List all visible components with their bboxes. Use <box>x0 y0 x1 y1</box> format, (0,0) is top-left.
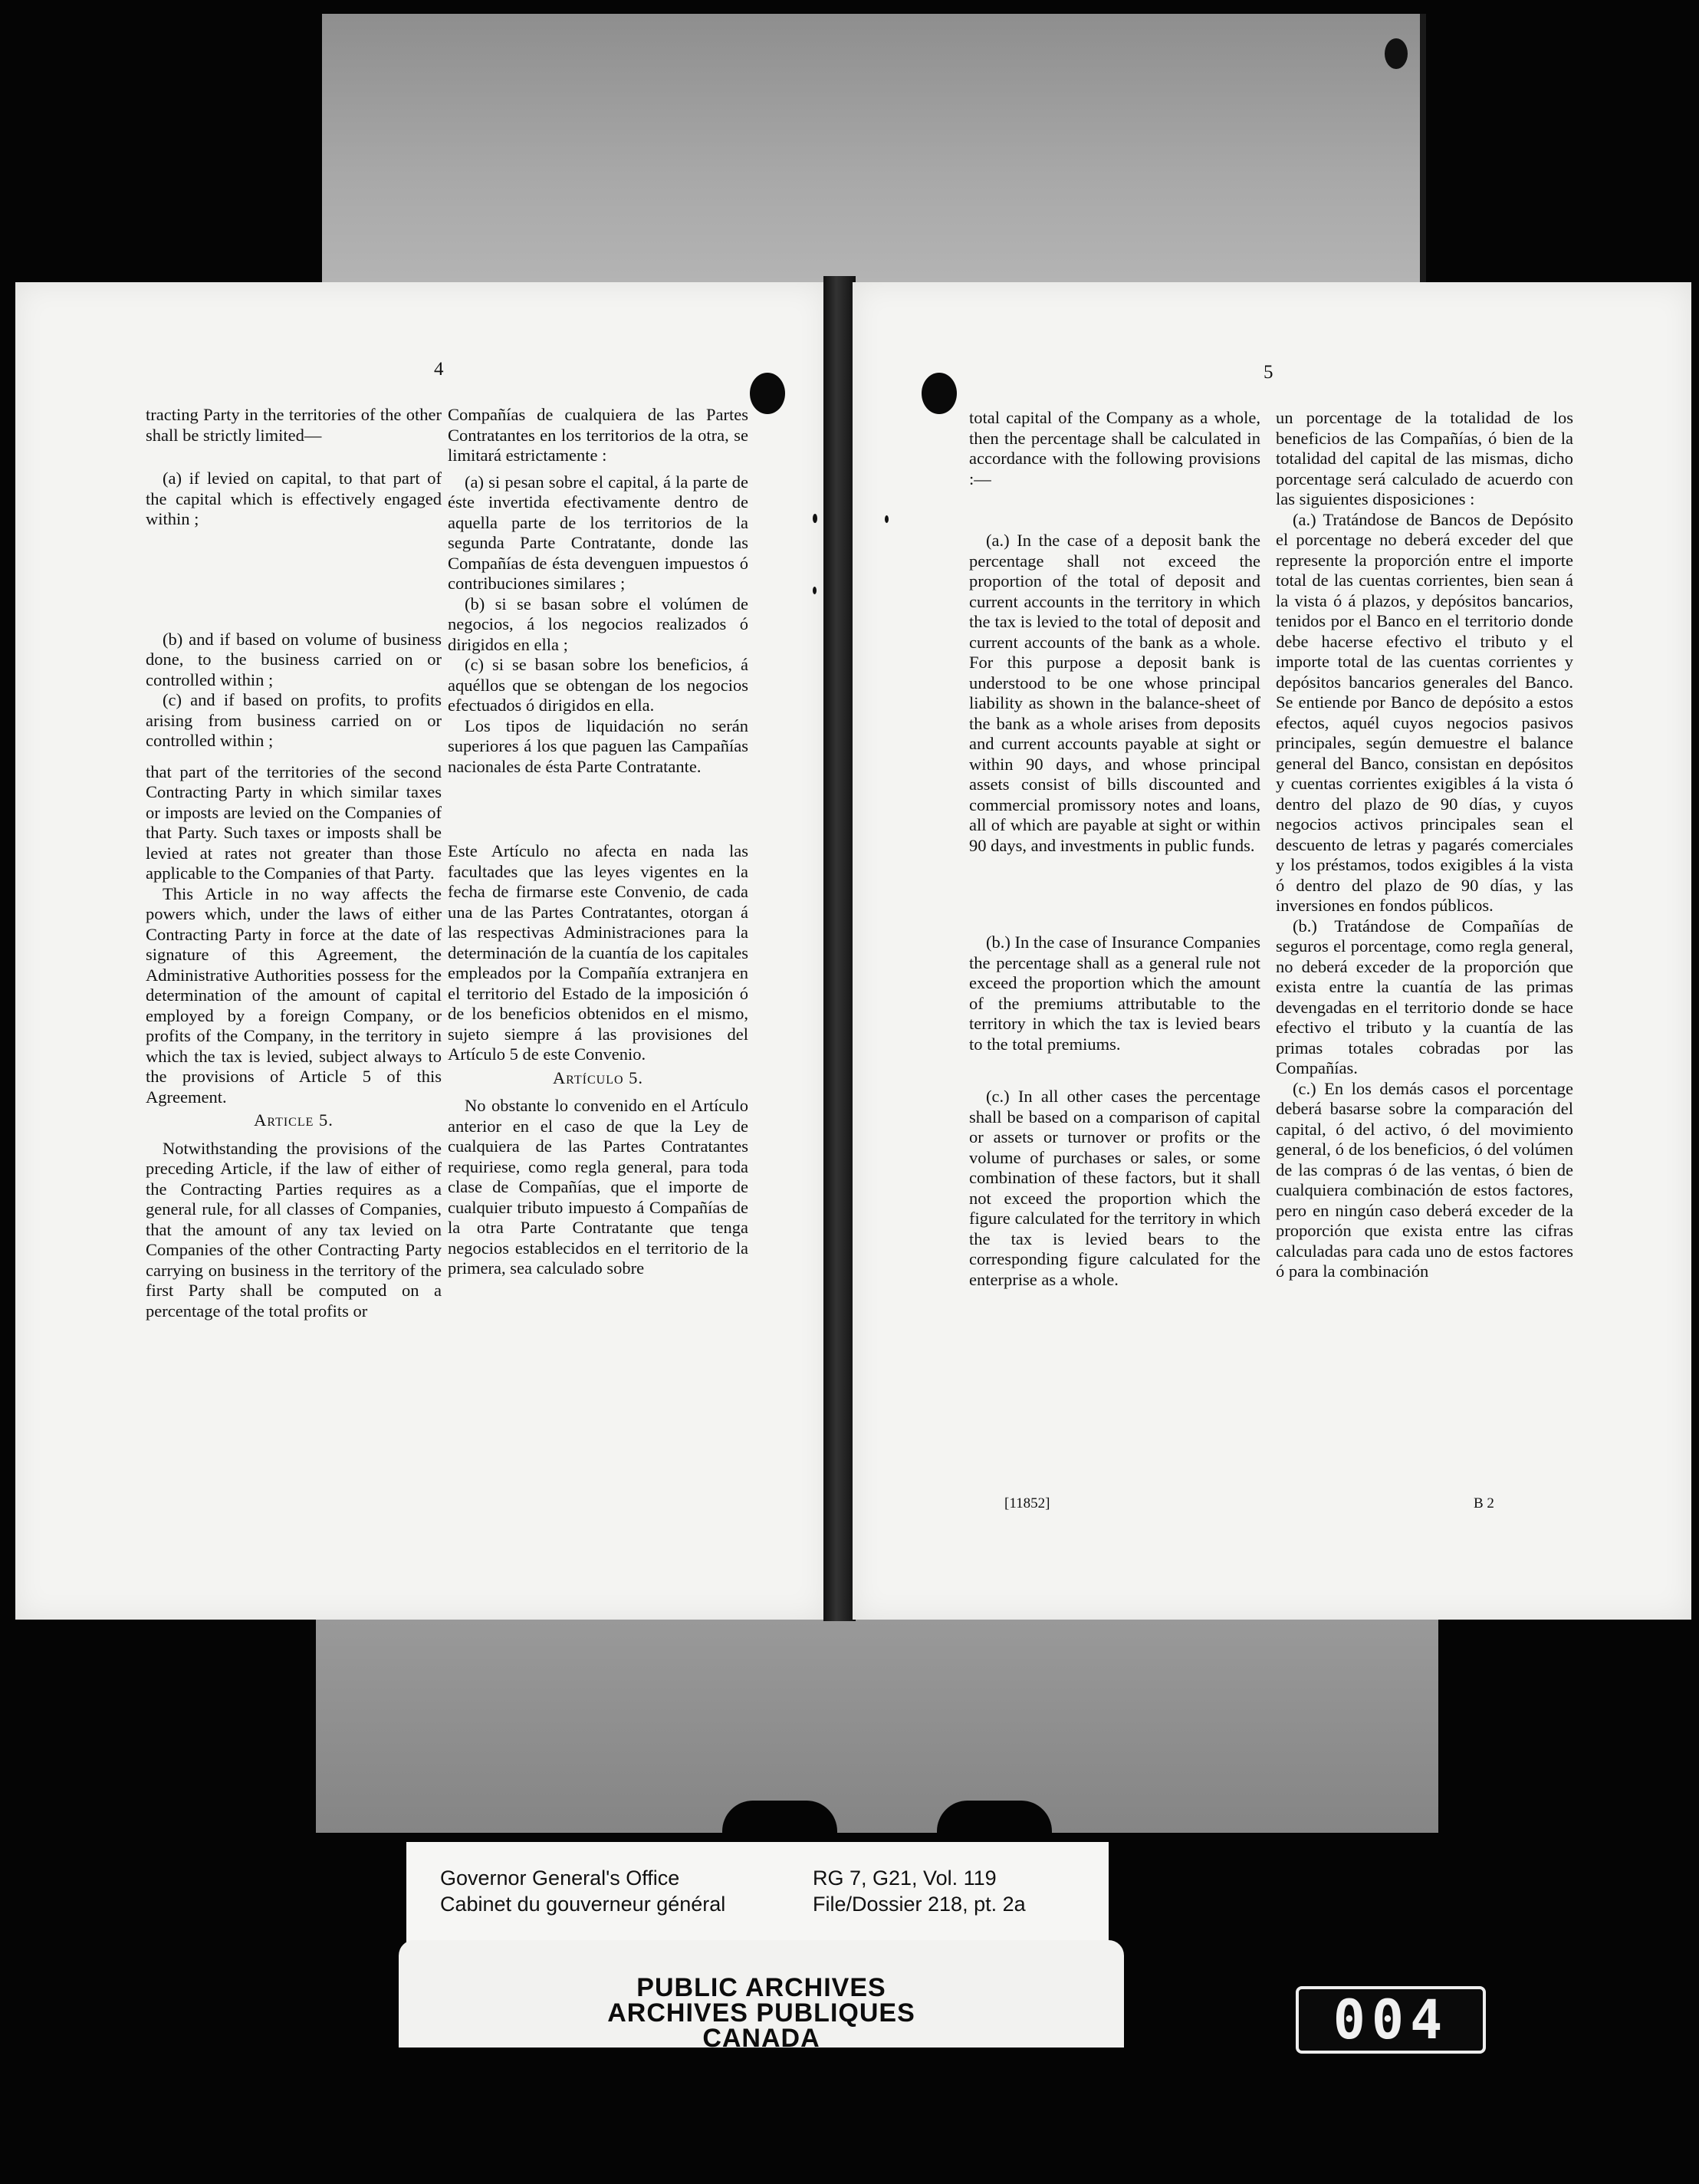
dust-speck <box>1385 38 1408 69</box>
punch-hole <box>922 373 957 414</box>
punch-hole <box>750 373 785 414</box>
dust-speck <box>813 587 817 594</box>
paragraph: (a.) In the case of a deposit bank the percentage shall not exceed the proportion of the total of deposit and current accounts in the territory in which the tax is levied to the total of deposit and current accounts of the bank as a whole. For this purpose a deposit bank is understood to be one whose principal liability as shown in the balance-sheet of the bank as a whole arises from deposits and current accounts payable at sight or within 90 days, and whose principal assets consist of bills discounted and commercial promissory notes and loans, all of which are payable at sight or within 90 days, and investments in public funds. <box>969 531 1260 855</box>
paragraph: that part of the territories of the second Contracting Party in which similar taxes or imposts are levied on the Companies of that Party. Such taxes or imposts shall be levied at rates not greater than those applicable to the Companies of that Party. <box>146 761 442 883</box>
paragraph: tracting Party in the territories of the other shall be strictly limited— <box>146 405 442 445</box>
article-heading: Artículo 5. <box>552 1067 644 1087</box>
left-page-english-column <box>146 405 442 1321</box>
binding-gutter <box>823 276 856 1621</box>
stamp-line: ARCHIVES PUBLIQUES <box>607 1998 915 2028</box>
paragraph: (b.) In the case of Insurance Companies the percentage shall as a general rule not exceed the proportion which the amount of the premiums attributable to the territory in which the tax is levied bears to the total premiums. <box>969 932 1260 1054</box>
paragraph: (b) and if based on volume of business done, to the business carried on or controlled within ; <box>146 629 442 689</box>
sheet-notch <box>937 1801 1052 1833</box>
paragraph: (c) si se basan sobre los beneficios, á aquéllos que se obtengan de los negocios efectuados ó dirigidos en ella. <box>448 655 748 715</box>
right-page-english-column <box>969 408 1260 1290</box>
left-page <box>15 282 826 1620</box>
paragraph: (a) si pesan sobre el capital, á la parte de éste invertida efectivamente dentro de aquella parte de los territorios de la segunda Parte Contratante, donde las Compañías de ésta devenguen impuestos ó contribuciones similares ; <box>448 472 748 593</box>
background-sheet-bottom <box>316 1610 1438 1833</box>
office-french: Cabinet du gouverneur général <box>440 1893 726 1916</box>
file-reference: File/Dossier 218, pt. 2a <box>813 1893 1026 1916</box>
dust-speck <box>813 514 817 523</box>
paragraph: Este Artículo no afecta en nada las facultades que las leyes vigentes en la fecha de firmarse este Convenio, de cada una de las Partes Contratantes, otorgan á las respectivas Administraciones para la determinación de la cuantía de los capitales empleados por la Compañía extranjera en el territorio del Estado de la imposición ó de los beneficios obtenidos en el mismo, sujeto siempre á las provisiones del Artículo 5 de este Convenio. <box>448 841 748 1064</box>
right-page <box>853 282 1691 1620</box>
article-heading: Article 5. <box>254 1110 334 1130</box>
paragraph: Los tipos de liquidación no serán superiores á los que paguen las Campañías nacionales de ésta Parte Contratante. <box>448 715 748 776</box>
archives-stamp <box>399 1940 1124 2053</box>
frame-counter: 004 <box>1296 1986 1486 2054</box>
page-number: 4 <box>434 359 444 380</box>
paragraph: Notwithstanding the provisions of the preceding Article, if the law of either of the Contracting Parties requires as a general rule, for all classes of Companies, that the amount of any tax levied on Companies of the other Contracting Party carrying on business in the territory of the first Party shall be computed on a percentage of the total profits or <box>146 1138 442 1321</box>
page-number: 5 <box>1264 362 1273 383</box>
paragraph: This Article in no way affects the powers which, under the laws of either Contracting Party in force at the date of signature of this Agreement, the Administrative Authorities possess for the determination of the amount of capital employed by a foreign Company, or profits of the Company, in the territory in which the tax is levied, subject always to the provisions of Article 5 of this Agreement. <box>146 883 442 1107</box>
paragraph: (a.) Tratándose de Bancos de Depósito el porcentage no deberá exceder del que represente la proporción entre el importe total de las cuentas corrientes, bien sean á la vista ó á plazos, y depósitos bancarios, tenidos por el Banco en el territorio donde debe hacerse efectivo el tributo y el importe total de las cuentas corrientes y depósitos bancarios generales del Banco. Se entiende por Banco de depósito a estos efectos, aquél cuyos negocios pasivos principales, según demuestre el balance general del Banco, consistan en depósitos y cuentas corrientes exigibles á la vista ó dentro del plazo de 90 días, y cuyos negocios activos principales sean el descuento de letras y pagarés comerciales y los préstamos, todos exigibles á la vista ó dentro del plazo de 90 días, y las inversiones en fondos públicos. <box>1276 509 1573 915</box>
paragraph: Compañías de cualquiera de las Partes Contratantes en los territorios de la otra, se limitará estrictamente : <box>448 405 748 465</box>
right-page-spanish-column <box>1276 408 1573 1282</box>
dust-speck <box>885 515 889 523</box>
office-english: Governor General's Office <box>440 1867 680 1890</box>
archive-reference-card <box>406 1842 1109 1943</box>
left-page-spanish-column <box>448 405 748 1279</box>
record-group-reference: RG 7, G21, Vol. 119 <box>813 1867 997 1890</box>
paragraph: (c.) In all other cases the percentage shall be based on a comparison of capital or assets or turnover or profits or the volume of purchases or sales, or some combination of these factors, but it shall not exceed the proportion which the figure calculated for the territory in which the tax is levied bears to the corresponding figure calculated for the enterprise as a whole. <box>969 1087 1260 1289</box>
print-code: [11852] <box>1004 1495 1050 1511</box>
stamp-line: CANADA <box>702 2024 820 2053</box>
signature-mark: B 2 <box>1474 1495 1494 1511</box>
paragraph: (c) and if based on profits, to profits arising from business carried on or controlled within ; <box>146 690 442 750</box>
paragraph: un porcentage de la totalidad de los beneficios de las Compañías, ó bien de la totalidad del capital de las mismas, dicho porcentage será calculado de acuerdo con las siguientes disposiciones : <box>1276 408 1573 508</box>
background-sheet-top <box>322 14 1426 284</box>
paragraph: (a) if levied on capital, to that part of the capital which is effectively engaged within ; <box>146 469 442 528</box>
stamp-line: PUBLIC ARCHIVES <box>636 1973 886 2002</box>
sheet-notch <box>722 1801 837 1833</box>
paragraph: (c.) En los demás casos el porcentage deberá basarse sobre la comparación del capital, ó del activo, ó del movimiento general, ó de los beneficios, ó del volúmen de las compras ó de las ventas, ó bien de cualquiera combinación de estos factores, pero en ningún caso deberá exceder de la proporción que exista entre las cifras calculadas para cada uno de estos factores ó para la combinación <box>1276 1078 1573 1281</box>
paragraph: total capital of the Company as a whole, then the percentage shall be calculated in accordance with the following provisions :— <box>969 408 1260 488</box>
paragraph: (b.) Tratándose de Compañías de seguros el porcentage, como regla general, no deberá exceder de la proporción que exista entre la cuantía de las primas devengadas en el territorio donde se hace efectivo el tributo y la cuantía de las primas totales cobradas por las Compañías. <box>1276 916 1573 1077</box>
paragraph: (b) si se basan sobre el volúmen de negocios, á los negocios realizados ó dirigidos en ella ; <box>448 594 748 654</box>
paragraph: No obstante lo convenido en el Artículo anterior en el caso de que la Ley de cualquiera de las Partes Contratantes requiriese, como regla general, para toda clase de Compañías, que el importe de cualquier tributo impuesto á Compañías de la otra Parte Contratante que tenga negocios establecidos en el territorio de la primera, sea calculado sobre <box>448 1096 748 1278</box>
